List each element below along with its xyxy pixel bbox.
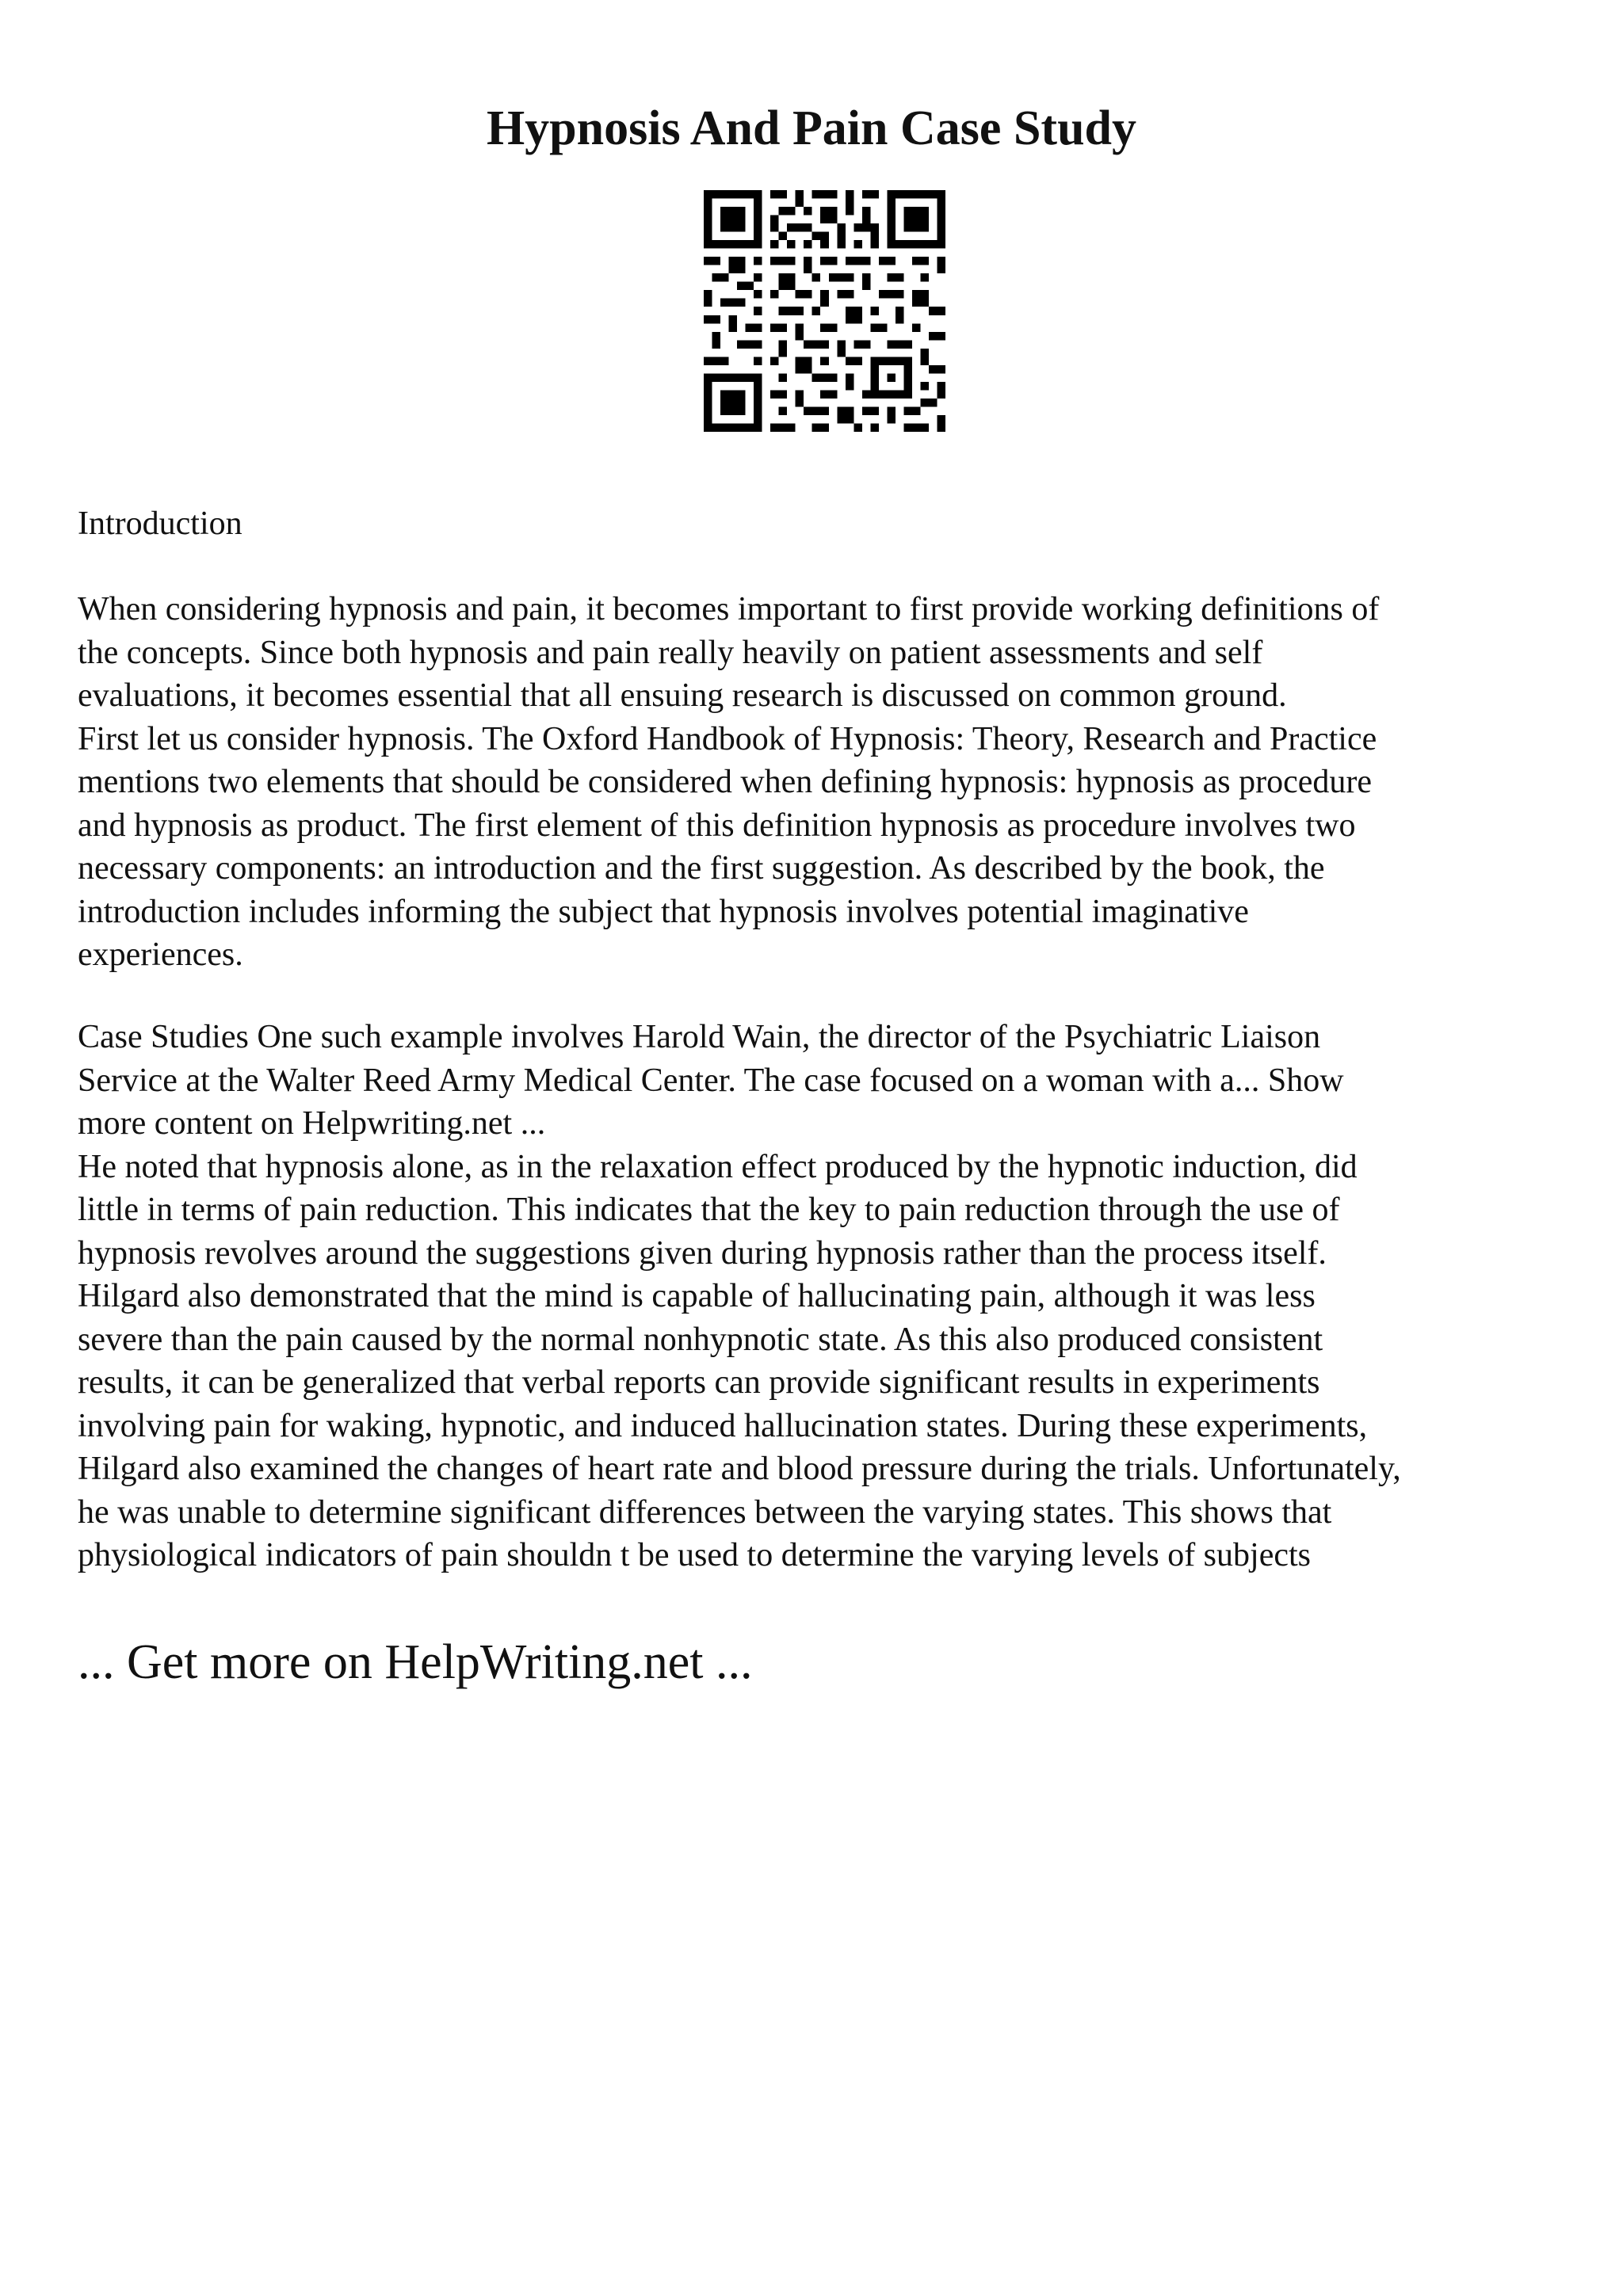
text-line: hypnosis revolves around the suggestions given during hypnosis rather than the process itself. xyxy=(78,1234,1327,1272)
text-line: Service at the Walter Reed Army Medical Center. The case focused on a woman with a... Show xyxy=(78,1062,1344,1099)
text-line: more content on Helpwriting.net ... xyxy=(78,1105,546,1142)
text-line: Hilgard also examined the changes of heart rate and blood pressure during the trials. Unfortunately, xyxy=(78,1451,1401,1487)
text-line: and hypnosis as product. The first element of this definition hypnosis as procedure involves two xyxy=(78,807,1356,844)
text-line: involving pain for waking, hypnotic, and induced hallucination states. During these experiments, xyxy=(78,1407,1368,1444)
text-line: severe than the pain caused by the normal nonhypnotic state. As this also produced consistent xyxy=(78,1321,1323,1358)
text-line: results, it can be generalized that verbal reports can provide significant results in experiments xyxy=(78,1364,1320,1401)
text-line: necessary components: an introduction and the first suggestion. As described by the book, the xyxy=(78,850,1325,887)
text-line: Case Studies One such example involves Harold Wain, the director of the Psychiatric Liaison xyxy=(78,1019,1321,1055)
document-title: Hypnosis And Pain Case Study xyxy=(486,101,1137,155)
text-line: experiences. xyxy=(78,936,243,973)
text-line: physiological indicators of pain shouldn t be used to determine the varying levels of subjects xyxy=(78,1537,1311,1573)
text-line: He noted that hypnosis alone, as in the relaxation effect produced by the hypnotic induction, did xyxy=(78,1148,1358,1185)
paragraph-case-studies xyxy=(78,1016,1568,1577)
text-line: little in terms of pain reduction. This indicates that the key to pain reduction through the use of xyxy=(78,1192,1340,1228)
text-line: When considering hypnosis and pain, it becomes important to first provide working definitions of xyxy=(78,591,1380,627)
text-line: evaluations, it becomes essential that all ensuing research is discussed on common ground. xyxy=(78,677,1287,714)
text-line: Hilgard also demonstrated that the mind is capable of hallucinating pain, although it was less xyxy=(78,1278,1316,1314)
paragraph-definitions xyxy=(78,588,1568,977)
text-line: First let us consider hypnosis. The Oxford Handbook of Hypnosis: Theory, Research and Practice xyxy=(78,720,1377,757)
section-heading-introduction: Introduction xyxy=(78,505,242,542)
text-line: he was unable to determine significant differences between the varying states. This shows that xyxy=(78,1493,1332,1531)
text-line: introduction includes informing the subject that hypnosis involves potential imaginative xyxy=(78,893,1249,930)
text-line: mentions two elements that should be considered when defining hypnosis: hypnosis as procedure xyxy=(78,764,1373,800)
text-line: the concepts. Since both hypnosis and pain really heavily on patient assessments and self xyxy=(78,634,1263,671)
get-more-link[interactable]: ... Get more on HelpWriting.net ... xyxy=(78,1635,753,1689)
qr-code-icon xyxy=(704,190,945,432)
